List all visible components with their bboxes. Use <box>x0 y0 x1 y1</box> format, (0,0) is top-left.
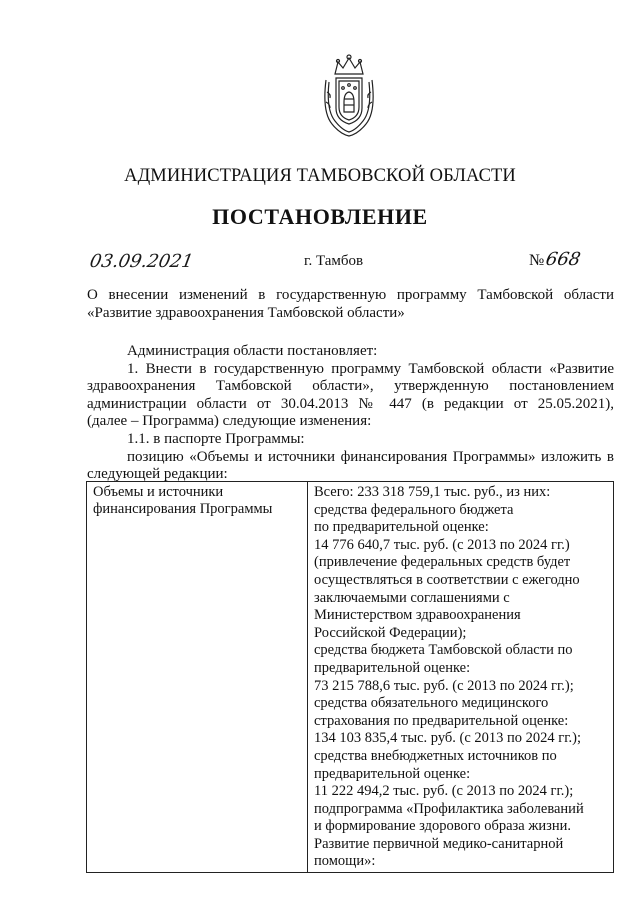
right-cell-line: Российской Федерации); <box>314 624 467 641</box>
item-1-line-4: (далее – Программа) следующие изменения: <box>87 413 372 430</box>
right-cell-line: страхования по предварительной оценке: <box>314 712 569 729</box>
right-cell-line: средства федерального бюджета <box>314 501 514 518</box>
position-line-2: следующей редакции: <box>87 466 228 483</box>
right-cell-line: 73 215 788,6 тыс. руб. (с 2013 по 2024 гг.); <box>314 677 574 694</box>
right-cell-line: осуществляться в соответствии с ежегодно <box>314 571 580 588</box>
document-body <box>87 343 614 484</box>
financing-table <box>86 481 614 873</box>
right-cell-line: 14 776 640,7 тыс. руб. (с 2013 по 2024 гг.) <box>314 536 570 553</box>
number-value: 668 <box>544 249 583 270</box>
left-cell-line-2: финансирования Программы <box>93 501 273 517</box>
item-1-line-1: 1. Внести в государственную программу Тамбовской области «Развитие <box>127 360 614 377</box>
right-cell-line: Министерством здравоохранения <box>314 607 521 624</box>
coat-of-arms-icon <box>318 52 380 138</box>
right-cell-line: (привлечение федеральных средств будет <box>314 554 571 571</box>
right-cell-line: помощи»: <box>314 853 376 870</box>
table-column-divider <box>307 482 308 872</box>
right-cell-line: заключаемыми соглашениями с <box>314 589 510 606</box>
right-cell-line: предварительной оценке: <box>314 765 471 782</box>
item-1-line-2: здравоохранения Тамбовской области», утвержденную постановлением <box>87 378 614 395</box>
right-cell-line: средства обязательного медицинского <box>314 695 549 712</box>
intro-paragraph: Администрация области постановляет: <box>127 343 378 359</box>
table-left-cell <box>93 484 301 518</box>
subject-line-2: «Развитие здравоохранения Тамбовской области» <box>87 305 405 321</box>
right-cell-line: 11 222 494,2 тыс. руб. (с 2013 по 2024 гг.); <box>314 783 574 800</box>
item-1-1-paragraph: 1.1. в паспорте Программы: <box>127 430 305 447</box>
document-date: 03.09.2021 <box>88 251 195 272</box>
document-subject <box>87 286 614 322</box>
position-line-1: позицию «Объемы и источники финансирования Программы» изложить в <box>127 448 614 465</box>
table-right-cell <box>314 484 610 871</box>
right-cell-line: Развитие первичной медико-санитарной <box>314 835 564 852</box>
right-cell-line: 134 103 835,4 тыс. руб. (с 2013 по 2024 гг.); <box>314 730 582 747</box>
document-number <box>529 249 581 270</box>
organization-title: АДМИНИСТРАЦИЯ ТАМБОВСКОЙ ОБЛАСТИ <box>124 166 516 186</box>
item-1-line-3: администрации области от 30.04.2013 № 447 (в редакции от 25.05.2021), <box>87 395 614 412</box>
right-cell-line: и формирование здорового образа жизни. <box>314 818 571 835</box>
right-cell-line: средства внебюджетных источников по <box>314 747 557 764</box>
document-type-title: ПОСТАНОВЛЕНИЕ <box>212 204 428 229</box>
number-sign: № <box>529 252 545 269</box>
right-cell-line: средства бюджета Тамбовской области по <box>314 642 573 659</box>
right-cell-line: по предварительной оценке: <box>314 519 489 536</box>
right-cell-line: Всего: 233 318 759,1 тыс. руб., из них: <box>314 484 551 500</box>
subject-line-1: О внесении изменений в государственную программу Тамбовской области <box>87 287 614 303</box>
left-cell-line-1: Объемы и источники <box>93 484 224 500</box>
right-cell-line: предварительной оценке: <box>314 659 471 676</box>
document-city: г. Тамбов <box>304 253 364 269</box>
right-cell-line: подпрограмма «Профилактика заболеваний <box>314 800 584 817</box>
